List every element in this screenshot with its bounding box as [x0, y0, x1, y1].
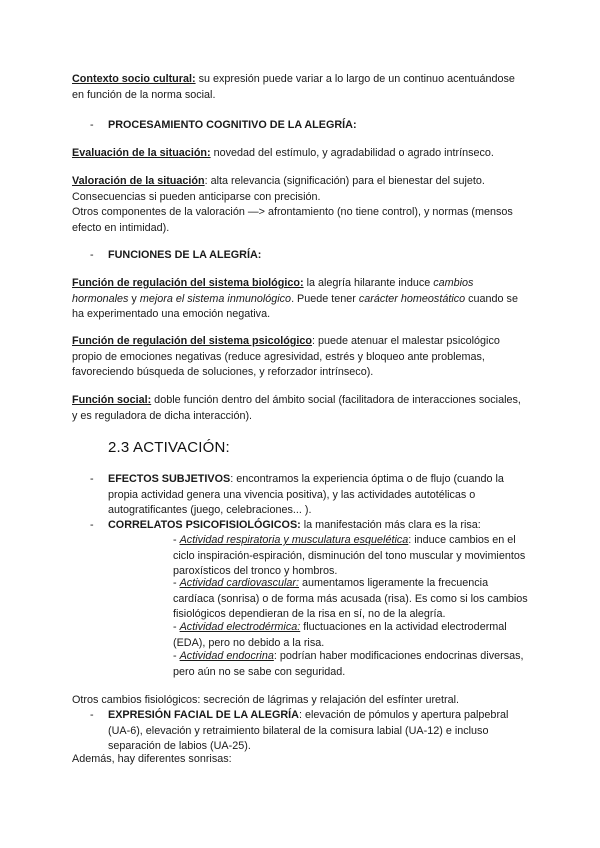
- valoracion-paragraph: [72, 174, 528, 236]
- func-bio-text: cuando se ha experimentado una emoción negativa.: [72, 292, 518, 320]
- efectos-item: [108, 472, 528, 519]
- func-bio-text: . Puede tener: [291, 292, 359, 305]
- cardio-title: Actividad cardiovascular:: [179, 577, 300, 589]
- cardio-text: aumentamos ligeramente la frecuencia cardíaca (sonrisa) o de forma más acusada (risa). Es como si los cambios fisiológicos dependieran de la risa en sí, no de la alegría.: [173, 577, 528, 620]
- bullet-dash: -: [90, 473, 94, 485]
- endo-paragraph: [72, 649, 528, 680]
- bullet-dash: -: [90, 119, 94, 131]
- cardio-prefix: -: [173, 577, 180, 589]
- valoracion-text1: : alta relevancia (significación) para el bienestar del sujeto.: [204, 175, 485, 187]
- evaluacion-title: Evaluación de la situación:: [72, 147, 211, 159]
- valoracion-text3: Otros componentes de la valoración —> afrontamiento (no tiene control), y normas (mensos efecto en intimidad).: [72, 206, 513, 234]
- func-soc-paragraph: [72, 393, 528, 424]
- expresion-text: : elevación de pómulos y apertura palpebral (UA-6), elevación y retraimiento bilateral de la comisura labial (UA-12) e incluso separación de labios (UA-25).: [108, 709, 509, 752]
- func-bio-italic: cambios hormonales: [72, 277, 474, 305]
- func-soc-title: Función social:: [72, 394, 152, 406]
- procesamiento-heading: PROCESAMIENTO COGNITIVO DE LA ALEGRÍA:: [108, 119, 357, 131]
- otros-paragraph: Otros cambios fisiológicos: secreción de lágrimas y relajación del esfínter uretral.: [72, 694, 460, 706]
- func-bio-paragraph: [72, 276, 528, 323]
- bullet-dash: -: [90, 519, 94, 531]
- endo-title: Actividad endocrina: [179, 650, 274, 662]
- endo-prefix: -: [173, 650, 180, 662]
- electro-paragraph: [72, 620, 528, 651]
- expresion-item: [108, 708, 528, 755]
- valoracion-text2: Consecuencias si pueden anticiparse con precisión.: [72, 190, 321, 203]
- func-bio-title: Función de regulación del sistema biológico:: [72, 277, 304, 289]
- bullet-dash: -: [90, 709, 94, 721]
- resp-paragraph: [72, 533, 528, 580]
- evaluacion-paragraph: [72, 146, 528, 162]
- activacion-heading: 2.3 ACTIVACIÓN:: [108, 439, 230, 456]
- electro-prefix: -: [173, 621, 180, 633]
- resp-text: : induce cambios en el ciclo inspiración-espiración, disminución del tono muscular y movimientos paroxísticos del tronco y hombros.: [173, 534, 526, 577]
- cardio-paragraph: [72, 576, 528, 623]
- func-bio-italic: carácter homeostático: [358, 292, 466, 305]
- contexto-title: Contexto socio cultural:: [72, 73, 196, 85]
- func-soc-text: doble función dentro del ámbito social (facilitadora de interacciones sociales, y es reguladora de dicha interacción).: [72, 394, 521, 422]
- endo-text: : podrían haber modificaciones endocrinas diversas, pero aún no se sabe con seguridad.: [173, 650, 524, 678]
- correlatos-title: CORRELATOS PSICOFISIOLÓGICOS:: [108, 519, 301, 531]
- correlatos-item: [108, 518, 528, 534]
- resp-title: Actividad respiratoria y musculatura esquelética: [179, 534, 409, 546]
- electro-text: fluctuaciones en la actividad electrodermal (EDA), pero no debido a la risa.: [173, 621, 507, 649]
- expresion-title: EXPRESIÓN FACIAL DE LA ALEGRÍA: [108, 709, 299, 721]
- bullet-dash: -: [90, 249, 94, 261]
- efectos-title: EFECTOS SUBJETIVOS: [108, 473, 231, 485]
- contexto-paragraph: [72, 72, 528, 103]
- func-bio-italic: mejora el sistema inmunológico: [139, 292, 292, 305]
- func-psi-text: : puede atenuar el malestar psicológico propio de emociones negativas (reduce agresividad, estrés y bloqueo ante problemas, favoreciendo búsqueda de soluciones, y reforzador intrínseco).: [72, 335, 500, 378]
- funciones-heading: FUNCIONES DE LA ALEGRÍA:: [108, 249, 262, 261]
- electro-title: Actividad electrodérmica:: [179, 621, 301, 633]
- valoracion-title: Valoración de la situación: [72, 175, 205, 187]
- correlatos-text: la manifestación más clara es la risa:: [300, 519, 481, 531]
- func-psi-title: Función de regulación del sistema psicológico: [72, 335, 312, 347]
- resp-prefix: -: [173, 534, 180, 546]
- ademas-paragraph: Además, hay diferentes sonrisas:: [72, 753, 232, 765]
- efectos-text: : encontramos la experiencia óptima o de flujo (cuando la propia actividad genera una vivencia positiva), y las actividades autotélicas o autogratificantes (juego, celebraciones... ).: [108, 473, 504, 516]
- evaluacion-text: novedad del estímulo, y agradabilidad o agrado intrínseco.: [210, 147, 494, 159]
- func-psi-paragraph: [72, 334, 528, 381]
- func-bio-text: y: [128, 292, 140, 305]
- func-bio-text: la alegría hilarante induce: [303, 277, 434, 289]
- contexto-text: su expresión puede variar a lo largo de un continuo acentuándose en función de la norma social.: [72, 73, 515, 101]
